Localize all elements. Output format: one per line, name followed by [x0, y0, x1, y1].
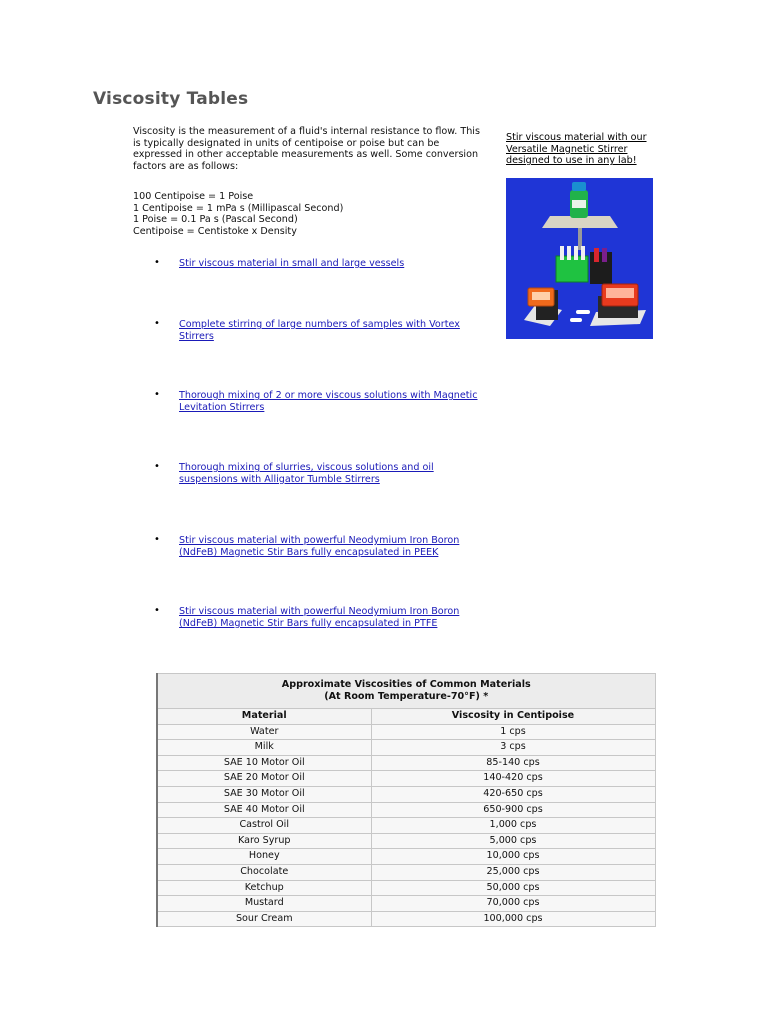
tube — [567, 246, 571, 260]
link-small-large-vessels[interactable]: Stir viscous material in small and large vessels — [179, 258, 405, 269]
table-caption-row — [157, 674, 655, 709]
material-cell: Ketchup — [157, 880, 371, 896]
link-tumble-stirrers[interactable]: Thorough mixing of slurries, viscous solutions and oil suspensions with Alligator Tumble Stirrers — [179, 462, 434, 485]
material-cell: Chocolate — [157, 864, 371, 880]
viscosity-cell: 50,000 cps — [371, 880, 655, 896]
material-cell: SAE 20 Motor Oil — [157, 771, 371, 787]
material-cell: Sour Cream — [157, 911, 371, 927]
table-caption-line: Approximate Viscosities of Common Materials — [281, 679, 531, 691]
material-cell: Water — [157, 724, 371, 740]
table-header-row — [157, 709, 655, 725]
link-vortex-stirrers[interactable]: Complete stirring of large numbers of samples with Vortex Stirrers — [179, 319, 460, 342]
stirrer-illustration — [506, 178, 653, 339]
viscosity-table — [156, 673, 656, 927]
reservoir-inner — [606, 288, 634, 298]
viscosity-cell: 650-900 cps — [371, 802, 655, 818]
column-header-material: Material — [157, 709, 371, 725]
table-row — [157, 849, 655, 865]
viscosity-cell: 140-420 cps — [371, 771, 655, 787]
viscosity-cell: 70,000 cps — [371, 896, 655, 912]
bullet-icon: • — [154, 318, 160, 329]
vial-holder — [590, 252, 612, 284]
conversion-line: 1 Poise = 0.1 Pa s (Pascal Second) — [133, 214, 298, 226]
page-title: Viscosity Tables — [93, 89, 249, 109]
bottle-label — [572, 200, 586, 208]
conversion-line: Centipoise = Centistoke x Density — [133, 225, 297, 237]
table-row — [157, 911, 655, 927]
intro-text — [133, 126, 488, 172]
table-row — [157, 880, 655, 896]
viscosity-cell: 10,000 cps — [371, 849, 655, 865]
table-row — [157, 818, 655, 834]
bullet-icon: • — [154, 461, 160, 472]
viscosity-cell: 100,000 cps — [371, 911, 655, 927]
conversion-line: 1 Centipoise = 1 mPa s (Millipascal Second) — [133, 202, 344, 214]
vial — [602, 248, 607, 262]
stir-bar — [576, 310, 590, 314]
reservoir-inner — [532, 292, 550, 300]
bullet-icon: • — [154, 534, 160, 545]
tube — [581, 246, 585, 260]
column-header-viscosity: Viscosity in Centipoise — [371, 709, 655, 725]
viscosity-cell: 1,000 cps — [371, 818, 655, 834]
material-cell: SAE 30 Motor Oil — [157, 786, 371, 802]
promo-link[interactable]: Stir viscous material with our Versatile Magnetic Stirrer designed to use in any lab! — [506, 132, 647, 167]
bullet-icon: • — [154, 389, 160, 400]
tube — [560, 246, 564, 260]
bullet-icon: • — [154, 605, 160, 616]
table-caption-line: (At Room Temperature-70°F) * — [324, 691, 489, 702]
conversion-line: 100 Centipoise = 1 Poise — [133, 191, 254, 202]
conversion-factors — [133, 191, 343, 237]
material-cell: SAE 40 Motor Oil — [157, 802, 371, 818]
viscosity-cell: 85-140 cps — [371, 755, 655, 771]
link-ptfe-stir-bars[interactable]: Stir viscous material with powerful Neodymium Iron Boron (NdFeB) Magnetic Stir Bars fully encapsulated in PTFE — [179, 606, 460, 629]
viscosity-cell: 3 cps — [371, 740, 655, 756]
link-peek-stir-bars[interactable]: Stir viscous material with powerful Neodymium Iron Boron (NdFeB) Magnetic Stir Bars fully encapsulated in PEEK — [179, 535, 460, 558]
material-cell: Karo Syrup — [157, 833, 371, 849]
material-cell: Mustard — [157, 896, 371, 912]
table-row — [157, 864, 655, 880]
bullet-icon: • — [154, 257, 160, 268]
viscosity-cell: 25,000 cps — [371, 864, 655, 880]
viscosity-cell: 1 cps — [371, 724, 655, 740]
table-row — [157, 786, 655, 802]
stir-bar — [570, 318, 582, 322]
promo-box — [506, 132, 654, 167]
material-cell: Milk — [157, 740, 371, 756]
viscosity-cell: 420-650 cps — [371, 786, 655, 802]
viscosity-table-container — [156, 673, 654, 927]
table-row — [157, 802, 655, 818]
tube — [574, 246, 578, 260]
magnetic-stirrer-photo-icon[interactable] — [506, 178, 653, 339]
intro-paragraph: Viscosity is the measurement of a fluid's internal resistance to flow. This is typically designated in units of centipoise or poise but can be expressed in other acceptable measurements as well. Some conversion factors are as follows: — [133, 126, 480, 172]
material-cell: SAE 10 Motor Oil — [157, 755, 371, 771]
viscosity-cell: 5,000 cps — [371, 833, 655, 849]
table-row — [157, 896, 655, 912]
vial — [594, 248, 599, 262]
table-row — [157, 833, 655, 849]
table-row — [157, 771, 655, 787]
table-row — [157, 755, 655, 771]
material-cell: Castrol Oil — [157, 818, 371, 834]
table-row — [157, 740, 655, 756]
bottle-cap — [572, 182, 586, 191]
link-levitation-stirrers[interactable]: Thorough mixing of 2 or more viscous solutions with Magnetic Levitation Stirrers — [179, 390, 478, 413]
material-cell: Honey — [157, 849, 371, 865]
table-caption — [157, 674, 655, 709]
table-row — [157, 724, 655, 740]
